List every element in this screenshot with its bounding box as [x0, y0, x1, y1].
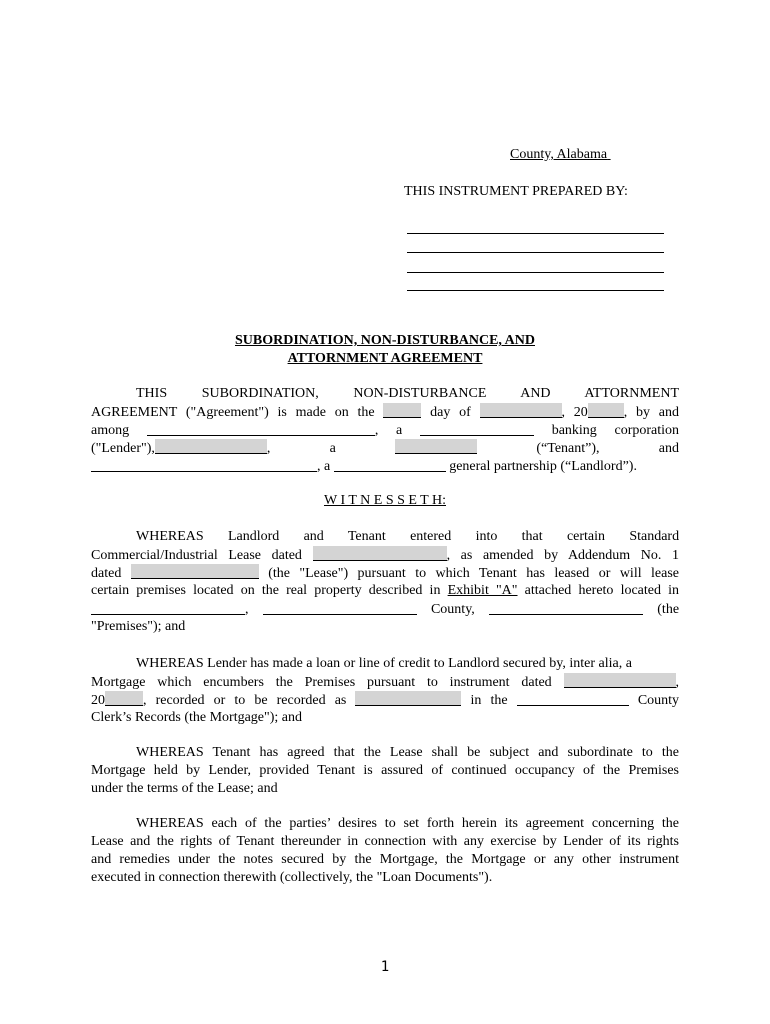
- premises-state-blank[interactable]: [489, 600, 643, 615]
- lender-state-blank[interactable]: [420, 421, 534, 436]
- agreement-month-field[interactable]: [480, 403, 562, 418]
- intro-line-2: AGREEMENT ("Agreement") is made on the day of , 20 , by and: [91, 405, 680, 420]
- whereas-paragraph-1: WHEREAS Landlord and Tenant entered into that certain Standard Commercial/Industrial Lease dated , as amended by Addendum No. 1 dated (the "Lease") pursuant to which Tenant has leased or will lease certain premises located on the real property described in Exhibit "A" attached hereto located in , County, (the "Premises"); and: [91, 529, 680, 634]
- landlord-state-blank[interactable]: [334, 457, 446, 472]
- intro-line-1: THIS SUBORDINATION, NON-DISTURBANCE AND ATTORNMENT: [136, 386, 680, 401]
- recording-number-field[interactable]: [355, 691, 461, 706]
- whereas-paragraph-2: WHEREAS Lender has made a loan or line of credit to Landlord secured by, inter alia, a Mortgage which encumbers the Premises pursuant to instrument dated , 20 , recorded or to be recorded as in the County Clerk’s Records (the Mortgage"); and: [91, 656, 680, 725]
- tenant-name-field[interactable]: [155, 439, 267, 454]
- prepared-by-label: THIS INSTRUMENT PREPARED BY:: [404, 184, 628, 199]
- addendum-date-field[interactable]: [131, 564, 259, 579]
- intro-line-4: ("Lender"), , a (“Tenant”), and: [91, 441, 679, 456]
- document-title-line-1: SUBORDINATION, NON-DISTURBANCE, AND: [234, 333, 535, 348]
- preparer-line-4: [407, 290, 664, 291]
- document-title-line-2: ATTORNMENT AGREEMENT: [287, 351, 483, 366]
- mortgage-year-field[interactable]: [105, 691, 143, 706]
- page-number: 1: [380, 959, 390, 975]
- whereas-paragraph-4: WHEREAS each of the parties’ desires to set forth herein its agreement concerning the Lease and the rights of Tenant thereunder in connection with any exercise by Lender of its rights and remedies under the notes secured by the Mortgage, the Mortgage or any other instrument executed in connection therewith (collectively, the "Loan Documents").: [91, 816, 679, 885]
- intro-line-5: , a general partnership (“Landlord”).: [91, 457, 679, 475]
- preparer-line-1: [407, 233, 664, 234]
- agreement-year-field[interactable]: [588, 403, 624, 418]
- premises-city-blank[interactable]: [91, 600, 245, 615]
- intro-line-3: among , a banking corporation: [91, 423, 680, 438]
- agreement-day-field[interactable]: [383, 403, 421, 418]
- preparer-line-2: [407, 252, 664, 253]
- tenant-type-field[interactable]: [395, 439, 477, 454]
- lease-date-field[interactable]: [313, 546, 447, 561]
- mortgage-instrument-date-field[interactable]: [564, 673, 676, 688]
- intro-paragraph: [91, 385, 679, 475]
- exhibit-a-reference: Exhibit "A": [447, 583, 518, 598]
- county-line: County, Alabama: [510, 147, 608, 162]
- premises-address-blank[interactable]: [263, 600, 417, 615]
- recording-county-blank[interactable]: [517, 691, 629, 706]
- witnesseth-heading: W I T N E S S E T H:: [323, 493, 446, 508]
- preparer-line-3: [407, 272, 664, 273]
- whereas-paragraph-3: WHEREAS Tenant has agreed that the Lease shall be subject and subordinate to the Mortgage held by Lender, provided Tenant is assured of continued occupancy of the Premises under the terms of the Lease; and: [91, 745, 679, 796]
- landlord-name-blank[interactable]: [91, 457, 317, 472]
- lender-name-blank[interactable]: [147, 421, 375, 436]
